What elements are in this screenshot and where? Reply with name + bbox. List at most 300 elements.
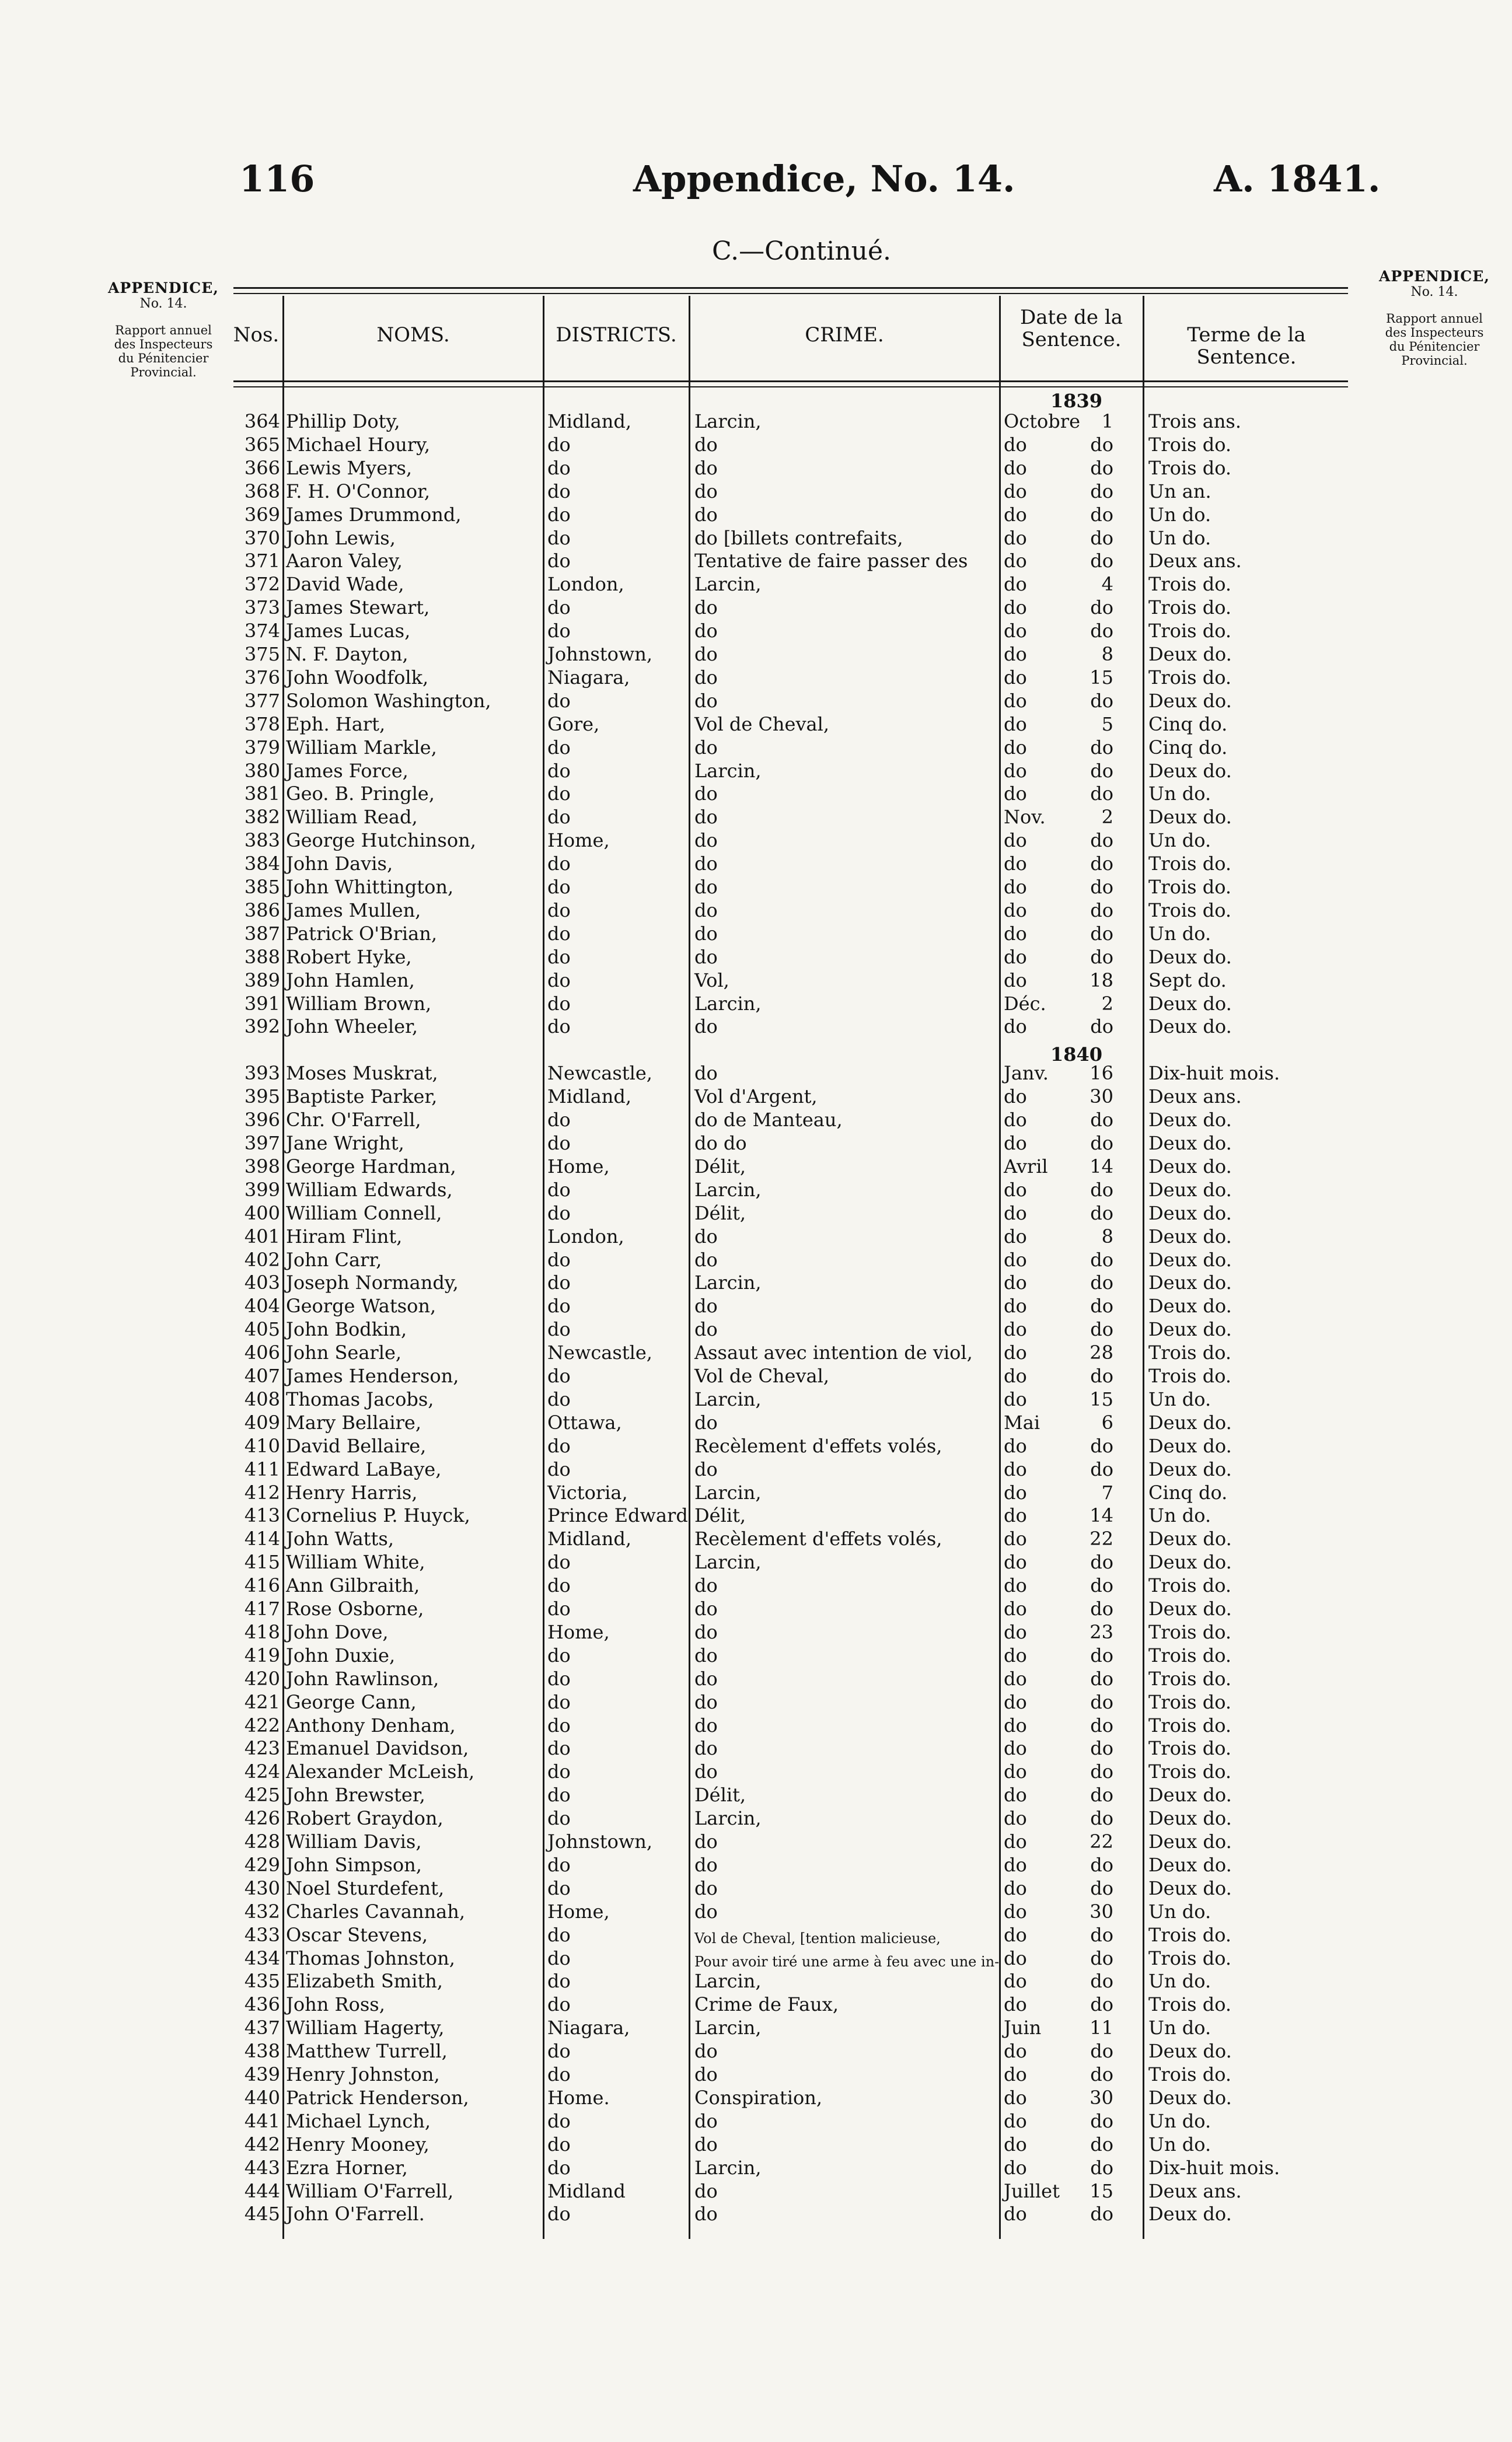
row-name: George Cann, [286,1690,417,1713]
row-crime: do [694,1690,718,1713]
sidebar-right-heading: APPENDICE, [1379,268,1490,285]
row-term: Trois do. [1148,1737,1232,1760]
row-crime: do [694,1574,718,1597]
row-district: do [547,2156,571,2179]
row-term: Trois do. [1148,596,1232,619]
row-month: do [1004,1551,1027,1574]
page-heading: Appendice, No. 14. [633,158,1015,200]
sidebar-left-subheading: No. 14. [139,296,187,311]
row-crime: Délit, [694,1155,746,1178]
row-number: 377 [244,689,280,712]
row-district: do [547,945,571,968]
row-day: 11 [1090,2017,1113,2039]
row-number: 386 [244,899,280,921]
row-name: Michael Lynch, [286,2109,431,2132]
row-district: do [547,1248,571,1271]
row-day: do [1090,2156,1113,2179]
row-crime: Recèlement d'effets volés, [694,1528,942,1550]
row-crime: do [694,1667,718,1690]
row-name: Henry Johnston, [286,2063,440,2085]
row-number: 406 [244,1341,280,1364]
row-number: 364 [244,410,280,432]
row-term: Deux do. [1148,689,1232,712]
row-number: 424 [244,1760,280,1783]
header-noms: NOMS. [376,323,450,347]
row-district: Johnstown, [547,643,653,665]
row-term: Deux do. [1148,1109,1232,1131]
row-day: do [1090,1248,1113,1271]
row-month: do [1004,1807,1027,1830]
row-term: Deux do. [1148,806,1232,829]
row-number: 441 [244,2109,280,2132]
row-day: do [1090,2109,1113,2132]
row-name: John Carr, [286,1248,382,1271]
row-number: 430 [244,1877,280,1899]
row-name: Joseph Normandy, [286,1271,459,1294]
row-name: John Searle, [286,1341,402,1364]
row-crime: do [694,433,718,456]
row-day: do [1090,2063,1113,2085]
row-day: do [1090,736,1113,759]
row-month: do [1004,1690,1027,1713]
row-name: John Wheeler, [286,1015,418,1038]
row-number: 383 [244,829,280,852]
row-day: do [1090,1853,1113,1876]
row-name: Oscar Stevens, [286,1923,428,1946]
row-month: do [1004,1458,1027,1480]
row-district: do [547,1690,571,1713]
row-month: do [1004,1528,1027,1550]
row-district: do [547,1318,571,1341]
row-number: 412 [244,1481,280,1504]
row-number: 392 [244,1015,280,1038]
row-district: do [547,1877,571,1899]
row-day: 5 [1101,712,1113,735]
row-district: Midland, [547,1085,632,1108]
row-crime: Larcin, [694,2017,762,2039]
row-name: David Wade, [286,573,404,596]
row-term: Deux do. [1148,1551,1232,1574]
row-district: Niagara, [547,666,630,689]
table-top-rule [233,287,1348,289]
row-month: do [1004,573,1027,596]
row-district: do [547,992,571,1015]
row-term: Deux do. [1148,759,1232,782]
row-term: Deux ans. [1148,2179,1242,2202]
row-term: Un do. [1148,2133,1211,2155]
row-day: do [1090,1807,1113,1830]
row-number: 403 [244,1271,280,1294]
row-day: do [1090,945,1113,968]
row-day: 30 [1090,1085,1113,1108]
row-term: Cinq do. [1148,1481,1228,1504]
row-number: 400 [244,1201,280,1224]
row-name: Robert Hyke, [286,945,412,968]
row-month: do [1004,2063,1027,2085]
row-name: John Davis, [286,853,393,875]
row-name: Robert Graydon, [286,1807,444,1830]
row-crime: Délit, [694,1784,746,1807]
row-term: Trois do. [1148,1667,1232,1690]
row-crime: do de Manteau, [694,1109,843,1131]
row-day: 2 [1101,992,1113,1015]
row-crime: do [694,945,718,968]
row-month: do [1004,1737,1027,1760]
row-district: do [547,1947,571,1969]
row-district: Gore, [547,712,600,735]
row-term: Trois do. [1148,666,1232,689]
row-day: do [1090,1760,1113,1783]
row-crime: do [694,1644,718,1667]
row-district: do [547,456,571,479]
row-name: Aaron Valey, [286,550,403,572]
row-name: Geo. B. Pringle, [286,782,435,805]
row-day: 16 [1090,1062,1113,1085]
row-month: do [1004,1481,1027,1504]
row-month: Mai [1004,1411,1040,1434]
row-district: do [547,1667,571,1690]
row-district: do [547,1458,571,1480]
row-crime: Vol de Cheval, [694,1365,830,1387]
row-name: Patrick O'Brian, [286,922,437,945]
row-name: William Markle, [286,736,437,759]
row-district: Midland, [547,410,632,432]
row-number: 396 [244,1109,280,1131]
row-district: Newcastle, [547,1341,652,1364]
row-number: 379 [244,736,280,759]
row-district: do [547,480,571,502]
row-month: do [1004,922,1027,945]
sidebar-right-subheading: No. 14. [1410,285,1458,299]
page-number: 116 [239,158,315,200]
row-month: do [1004,1434,1027,1457]
row-name: Mary Bellaire, [286,1411,422,1434]
row-number: 418 [244,1620,280,1643]
row-term: Trois do. [1148,573,1232,596]
row-day: do [1090,433,1113,456]
row-district: do [547,526,571,549]
row-term: Un do. [1148,782,1211,805]
row-number: 439 [244,2063,280,2085]
row-month: do [1004,1947,1027,1969]
row-name: George Hutchinson, [286,829,476,852]
row-term: Sept do. [1148,969,1227,991]
row-district: Victoria, [547,1481,628,1504]
row-crime: Larcin, [694,759,762,782]
row-crime: do [694,1737,718,1760]
row-district: do [547,433,571,456]
row-number: 407 [244,1365,280,1387]
sidebar-left-note-line: des Inspecteurs [114,337,213,351]
row-number: 365 [244,433,280,456]
row-district: Home, [547,1900,610,1923]
row-day: do [1090,503,1113,526]
row-name: John Hamlen, [286,969,415,991]
row-term: Deux do. [1148,1877,1232,1899]
row-name: John Bodkin, [286,1318,407,1341]
row-number: 384 [244,853,280,875]
row-district: do [547,1551,571,1574]
row-day: do [1090,456,1113,479]
row-crime: do [694,2040,718,2063]
row-district: Midland, [547,1528,632,1550]
row-term: Dix-huit mois. [1148,1062,1280,1085]
row-month: do [1004,526,1027,549]
row-crime: do [694,1458,718,1480]
row-month: Déc. [1004,992,1046,1015]
row-district: Midland [547,2179,626,2202]
row-name: John Rawlinson, [286,1667,439,1690]
row-district: do [547,1201,571,1224]
row-crime: Larcin, [694,1178,762,1201]
row-day: do [1090,1318,1113,1341]
row-district: Home. [547,2086,610,2109]
row-term: Trois do. [1148,1574,1232,1597]
row-name: William White, [286,1551,425,1574]
row-month: Avril [1004,1155,1048,1178]
row-number: 393 [244,1062,280,1085]
row-crime: do [694,1015,718,1038]
row-term: Deux do. [1148,1528,1232,1550]
row-term: Deux do. [1148,1178,1232,1201]
row-number: 409 [244,1411,280,1434]
row-crime: do [694,2063,718,2085]
sidebar-right-note-line: des Inspecteurs [1385,326,1484,340]
row-district: do [547,1109,571,1131]
row-number: 368 [244,480,280,502]
row-number: 401 [244,1225,280,1248]
row-number: 432 [244,1900,280,1923]
row-district: do [547,876,571,898]
row-name: N. F. Dayton, [286,643,408,665]
row-name: Thomas Jacobs, [286,1388,434,1410]
row-day: do [1090,1970,1113,1993]
row-district: Newcastle, [547,1062,652,1085]
row-name: James Mullen, [286,899,421,921]
row-day: do [1090,899,1113,921]
row-crime: do [694,2133,718,2155]
section-title: C.—Continué. [712,236,892,266]
row-number: 402 [244,1248,280,1271]
row-day: do [1090,829,1113,852]
row-district: do [547,2040,571,2063]
row-day: do [1090,1365,1113,1387]
row-month: do [1004,1970,1027,1993]
row-term: Un do. [1148,503,1211,526]
sidebar-right-note-line: du Pénitencier [1389,340,1480,354]
row-crime: do [694,666,718,689]
row-day: do [1090,1644,1113,1667]
header-date [1001,306,1141,351]
row-day: 30 [1090,2086,1113,2109]
row-district: do [547,922,571,945]
table-top-rule-thin [233,293,1348,294]
row-district: do [547,759,571,782]
row-name: Ann Gilbraith, [286,1574,420,1597]
row-term: Deux do. [1148,1225,1232,1248]
row-day: do [1090,596,1113,619]
row-day: do [1090,689,1113,712]
row-term: Un do. [1148,1970,1211,1993]
row-day: do [1090,550,1113,572]
row-crime: do [694,1714,718,1737]
row-term: Trois do. [1148,1365,1232,1387]
header-date-line: Sentence. [1021,328,1122,351]
row-day: 2 [1101,806,1113,829]
row-crime: do do [694,1132,747,1154]
row-month: do [1004,1388,1027,1410]
row-term: Deux do. [1148,1411,1232,1434]
row-term: Deux do. [1148,1853,1232,1876]
row-month: do [1004,1993,1027,2016]
row-term: Deux do. [1148,2203,1232,2226]
row-term: Un do. [1148,1504,1211,1527]
row-month: do [1004,945,1027,968]
row-name: Baptiste Parker, [286,1085,438,1108]
row-crime: Vol, [694,969,729,991]
row-name: John Ross, [286,1993,385,2016]
row-term: Trois do. [1148,1644,1232,1667]
row-term: Trois do. [1148,456,1232,479]
row-number: 395 [244,1085,280,1108]
row-district: Johnstown, [547,1830,653,1853]
row-district: do [547,1178,571,1201]
row-number: 414 [244,1528,280,1550]
header-districts: DISTRICTS. [556,323,677,347]
row-district: do [547,1923,571,1946]
row-district: do [547,689,571,712]
row-month: do [1004,550,1027,572]
row-term: Deux do. [1148,1598,1232,1620]
row-term: Trois do. [1148,433,1232,456]
row-crime: Vol de Cheval, [694,712,830,735]
row-crime: Conspiration, [694,2086,823,2109]
row-number: 444 [244,2179,280,2202]
row-district: do [547,806,571,829]
row-term: Deux do. [1148,1807,1232,1830]
row-day: do [1090,1178,1113,1201]
row-day: do [1090,1784,1113,1807]
row-term: Un do. [1148,2017,1211,2039]
row-month: do [1004,1574,1027,1597]
row-district: Home, [547,1620,610,1643]
row-month: do [1004,899,1027,921]
row-district: do [547,969,571,991]
row-number: 387 [244,922,280,945]
row-number: 380 [244,759,280,782]
row-crime: Assaut avec intention de viol, [694,1341,973,1364]
row-month: do [1004,596,1027,619]
row-month: do [1004,2040,1027,2063]
row-district: do [547,1295,571,1318]
row-month: do [1004,1341,1027,1364]
row-district: do [547,899,571,921]
row-number: 425 [244,1784,280,1807]
row-month: do [1004,1225,1027,1248]
row-day: do [1090,782,1113,805]
row-term: Trois do. [1148,620,1232,642]
row-number: 374 [244,620,280,642]
row-day: do [1090,1015,1113,1038]
row-number: 428 [244,1830,280,1853]
row-day: 28 [1090,1341,1113,1364]
row-name: Henry Harris, [286,1481,418,1504]
row-name: William Connell, [286,1201,442,1224]
row-number: 382 [244,806,280,829]
row-term: Un do. [1148,922,1211,945]
table-header-rule-thin [233,386,1348,387]
row-day: do [1090,1434,1113,1457]
row-month: do [1004,2156,1027,2179]
row-crime: Larcin, [694,1551,762,1574]
row-crime: do [694,1830,718,1853]
row-district: Prince Edward [547,1504,688,1527]
row-month: do [1004,433,1027,456]
row-month: do [1004,1178,1027,1201]
row-name: Alexander McLeish, [286,1760,475,1783]
row-term: Trois do. [1148,1690,1232,1713]
row-term: Trois do. [1148,1620,1232,1643]
row-number: 436 [244,1993,280,2016]
row-name: George Hardman, [286,1155,456,1178]
row-number: 440 [244,2086,280,2109]
row-crime: do [694,2109,718,2132]
row-day: do [1090,1295,1113,1318]
row-name: Charles Cavannah, [286,1900,466,1923]
row-number: 434 [244,1947,280,1969]
row-month: do [1004,1504,1027,1527]
row-term: Deux do. [1148,1248,1232,1271]
row-crime: do [694,643,718,665]
row-crime: Pour avoir tiré une arme à feu avec une in- [694,1953,1000,1970]
row-name: Elizabeth Smith, [286,1970,443,1993]
row-month: do [1004,1015,1027,1038]
sidebar-left-note-line: Rapport annuel [115,323,212,337]
row-district: London, [547,573,624,596]
row-crime: Crime de Faux, [694,1993,839,2016]
row-name: John Duxie, [286,1644,396,1667]
row-number: 370 [244,526,280,549]
row-name: William Edwards, [286,1178,453,1201]
row-district: do [547,1760,571,1783]
row-district: do [547,1784,571,1807]
row-district: do [547,736,571,759]
row-term: Un do. [1148,2109,1211,2132]
row-month: do [1004,1109,1027,1131]
row-day: do [1090,1737,1113,1760]
row-name: James Henderson, [286,1365,459,1387]
row-crime: do [694,829,718,852]
row-crime: Larcin, [694,1970,762,1993]
sidebar-right-note-line: Rapport annuel [1386,312,1483,326]
row-term: Trois do. [1148,876,1232,898]
row-day: do [1090,1132,1113,1154]
row-number: 378 [244,712,280,735]
row-number: 442 [244,2133,280,2155]
row-district: do [547,503,571,526]
row-number: 404 [244,1295,280,1318]
row-number: 438 [244,2040,280,2063]
row-month: do [1004,1853,1027,1876]
row-number: 443 [244,2156,280,2179]
row-crime: do [694,689,718,712]
row-name: James Stewart, [286,596,430,619]
row-district: do [547,2063,571,2085]
row-district: Home, [547,1155,610,1178]
row-day: do [1090,853,1113,875]
row-term: Trois do. [1148,1341,1232,1364]
row-day: 8 [1101,643,1113,665]
